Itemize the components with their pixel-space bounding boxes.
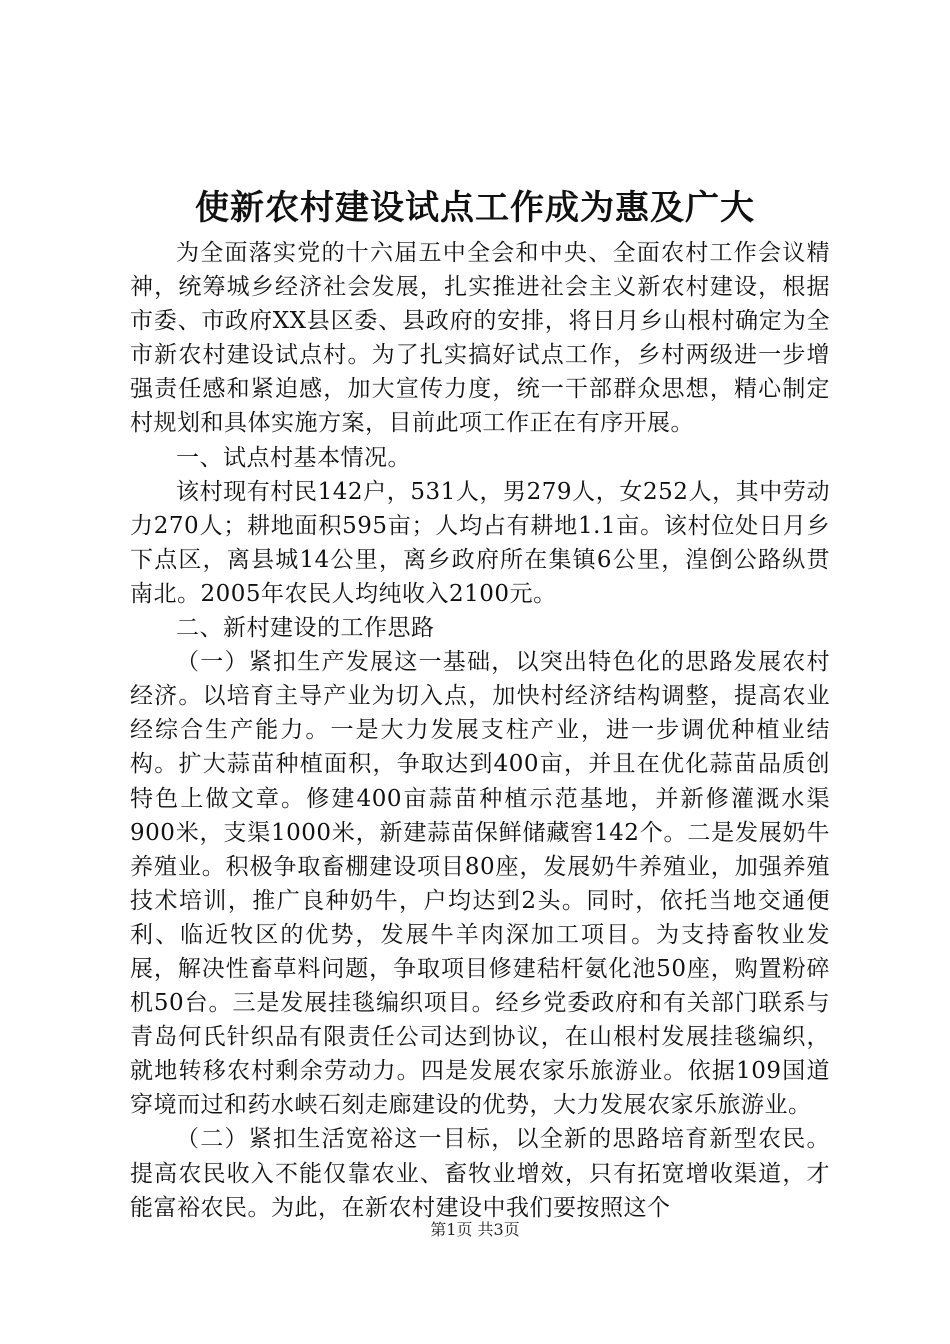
paragraph-intro: 为全面落实党的十六届五中全会和中央、全面农村工作会议精神，统筹城乡经济社会发展，扎实推进社会主义新农村建设，根据市委、市政府XX县区委、县政府的安排，将日月乡山根村确定为全市新农村建设试点村。为了扎实搞好试点工作，乡村两级进一步增强责任感和紧迫感，加大宣传力度，统一干部群众思想，精心制定村规划和具体实施方案，目前此项工作正在有序开展。 xyxy=(130,240,830,437)
document-title: 使新农村建设试点工作成为惠及广大 xyxy=(195,188,755,228)
document-body xyxy=(130,236,830,1225)
paragraph-livelihood: （二）紧扣生活宽裕这一目标，以全新的思路培育新型农民。提高农民收入不能仅靠农业、畜牧业增效，只有拓宽增收渠道，才能富裕农民。为此，在新农村建设中我们要按照这个 xyxy=(130,1126,830,1221)
page-number: 第1页 共3页 xyxy=(430,1220,520,1239)
section-heading-2: 二、新村建设的工作思路 xyxy=(176,615,435,642)
paragraph-production: （一）紧扣生产发展这一基础，以突出特色化的思路发展农村经济。以培育主导产业为切入点，加快村经济结构调整，提高农业经综合生产能力。一是大力发展支柱产业，进一步调优种植业结构。扩大蒜苗种植面积，争取达到400亩，并且在优化蒜苗品质创特色上做文章。修建400亩蒜苗种植示范基地，并新修灌溉水渠900米，支渠1000米，新建蒜苗保鲜储藏窖142个。二是发展奶牛养殖业。积极争取畜棚建设项目80座，发展奶牛养殖业，加强养殖技术培训，推广良种奶牛，户均达到2头。同时，依托当地交通便利、临近牧区的优势，发展牛羊肉深加工项目。为支持畜牧业发展，解决性畜草料问题，争取项目修建秸杆氨化池50座，购置粉碎机50台。三是发展挂毯编织项目。经乡党委政府和有关部门联系与青岛何氏针织品有限责任公司达到协议，在山根村发展挂毯编织，就地转移农村剩余劳动力。四是发展农家乐旅游业。依据109国道穿境而过和药水峡石刻走廊建设的优势，大力发展农家乐旅游业。 xyxy=(130,649,830,1119)
paragraph-village-overview: 该村现有村民142户，531人，男279人，女252人，其中劳动力270人；耕地面积595亩；人均占有耕地1.1亩。该村位处日月乡下点区，离县城14公里，离乡政府所在集镇6公里，湟倒公路纵贯南北。2005年农民人均纯收入2100元。 xyxy=(130,478,830,607)
section-heading-1: 一、试点村基本情况。 xyxy=(176,444,411,471)
